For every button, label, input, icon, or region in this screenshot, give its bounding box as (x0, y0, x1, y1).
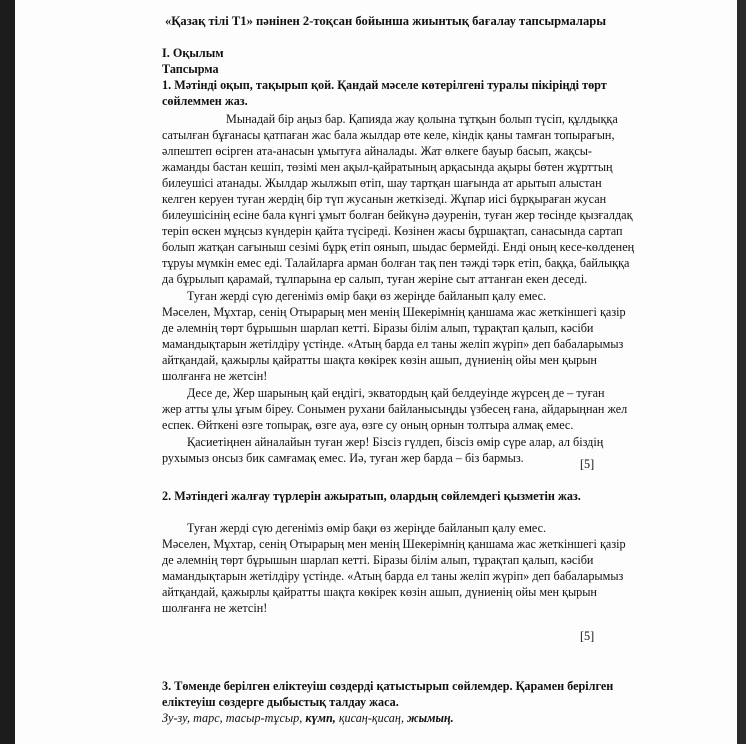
task1-para1-line: теріп өскен мұңсыз күндерін қайта түсіреді. Көзінен жасы бұршақтап, санасында сартап (162, 224, 623, 238)
left-dark-edge (0, 0, 15, 744)
task1-para3-last: еспек. Өйткені өзге топырақ, өзге ауа, өзге су оның орнын толтыра алмақ емес. (162, 418, 574, 432)
task1-para1-line: Мынадай бір аңыз бар. Қапияда жау қолына тұтқын болып түсіп, құлдыққа (226, 112, 618, 126)
task1-para2-line: айтқандай, қажырлы қайратты шақта көкірек көзін ашып, дүниенің ойы мен қырын (162, 353, 597, 367)
task2-para-line: де әлемнің төрт бұрышын шарлап кетті. Біразы білім алып, тұрақтап қалып, кәсіби (162, 553, 594, 567)
task2-instruction: 2. Мәтіндегі жалғау түрлерін ажыратып, олардың сөйлемдегі қызметін жаз. (162, 489, 581, 503)
task1-instruction-line2: сөйлеммен жаз. (162, 94, 248, 108)
task2-para-line: Мәселен, Мұхтар, сенің Отырарың мен менің Шекерімнің қаншама жас жеткіншегі қазір (162, 537, 626, 551)
task1-para4-line: Қасиетіңнен айналайын туған жер! Бізсіз гүлдеп, бізсіз өмір сүре алар, ал біздің (187, 435, 604, 449)
task2-para-line: айтқандай, қажырлы қайратты шақта көкірек көзін ашып, дүниенің ойы мен қырын (162, 585, 597, 599)
task3-words-plain: қисаң-қисаң, (335, 711, 408, 725)
task1-para2-last: шолғанға не жетсін! (162, 369, 268, 383)
task1-para1-line: болып жатқан сағыныш сезімі бұрқ етіп оянып, шыдас бермейді. Енді оның кесе-көлденең (162, 240, 635, 254)
task-label: Тапсырма (162, 62, 219, 76)
section-heading: І. Оқылым (162, 46, 224, 60)
task3-words-plain: Зу-зу, тарс, тасыр-тұсыр, (162, 711, 306, 725)
task1-para3-line: Десе де, Жер шарының қай еңдігі, экватордың қай белдеуінде жүрсең де – туған (187, 386, 605, 400)
task1-para2-line: де әлемнің төрт бұрышын шарлап кетті. Біразы білім алып, тұрақтап қалып, кәсіби (162, 321, 594, 335)
document-title: «Қазақ тілі Т1» пәнінен 2-тоқсан бойынша жиынтық бағалау тапсырмалары (165, 14, 607, 28)
task1-para1-line: келген керуен туған жердің бір түп жусанын жеткізеді. Жұпар иісі бұрқыраған жусан (162, 192, 607, 206)
task1-score: [5] (580, 457, 595, 471)
document-page (15, 0, 737, 744)
task1-para4-last: рухымыз онсыз бик самғамақ емес. Иә, туған жер барда – біз бармыз. (162, 451, 524, 465)
task3-word-bold: жымың. (407, 711, 454, 725)
task1-para3-line: жер атты ұлы ұғым біреу. Сонымен рухани байланысыңды үзбесең ғана, айдарыңнан жел (162, 402, 628, 416)
task2-score: [5] (580, 629, 595, 643)
task2-para-last: шолғанға не жетсін! (162, 601, 268, 615)
task1-para1-line: тұруы мүмкін емес еді. Талайларға арман болған тақ пен тәжді тәрк етіп, баққа, байлыққа (162, 256, 630, 270)
task1-instruction-line1: 1. Мәтінді оқып, тақырып қой. Қандай мәселе көтерілгені туралы пікіріңді төрт (162, 78, 607, 92)
task3-instruction-line1: 3. Төменде берілген еліктеуіш сөздерді қатыстырып сөйлемдер. Қарамен берілген (162, 679, 614, 693)
task2-para-line: мамандықтарын жетілдіру үстінде. «Атың барда ел таны желіп жүріп» деп бабаларымыз (162, 569, 624, 583)
task1-para2-line: мамандықтарын жетілдіру үстінде. «Атың барда ел таны желіп жүріп» деп бабаларымыз (162, 337, 624, 351)
task1-para1-line: да бұрылып қарамай, тұлпарына ер салып, туған жеріне сыт аттанған екен деседі. (162, 272, 588, 286)
task2-para-first: Туған жерді сүю дегеніміз өмір бақи өз жеріңде байланып қалу емес. (187, 521, 547, 535)
task1-para2-first: Туған жерді сүю дегеніміз өмір бақи өз жеріңде байланып қалу емес. (187, 289, 547, 303)
task1-para1-line: билеушісінің есіне бала күнгі ұмыт болған бейкүнә дәуренін, туған жер төсінде қызғалдақ (162, 208, 633, 222)
task1-para1-line: әлпештеп өсірген ата-анасын ұмытуға айналады. Жат өлкеге бауыр басып, жақсы- (162, 144, 592, 158)
task1-para1-line: билеушісі атанады. Жылдар жылжып өтіп, шау тартқан шағында ат арытып алыстан (162, 176, 602, 190)
task3-instruction-line2: еліктеуіш сөздерге дыбыстық талдау жаса. (162, 695, 399, 709)
task1-para1-line: жаманды бастан кешіп, төзімі мен ақыл-қайратының арқасында ақыры бөтен жұрттың (162, 160, 613, 174)
task1-para2-line: Мәселен, Мұхтар, сенің Отырарың мен менің Шекерімнің қаншама жас жеткіншегі қазір (162, 305, 626, 319)
task1-para1-line: сатылған бұғанасы қатпаған жас бала жылдар өте келе, кіндік қаны тамған топырағын, (162, 128, 615, 142)
right-dark-edge (737, 0, 746, 744)
task3-word-bold: күмп, (305, 711, 336, 725)
task3-word-list (162, 710, 454, 726)
